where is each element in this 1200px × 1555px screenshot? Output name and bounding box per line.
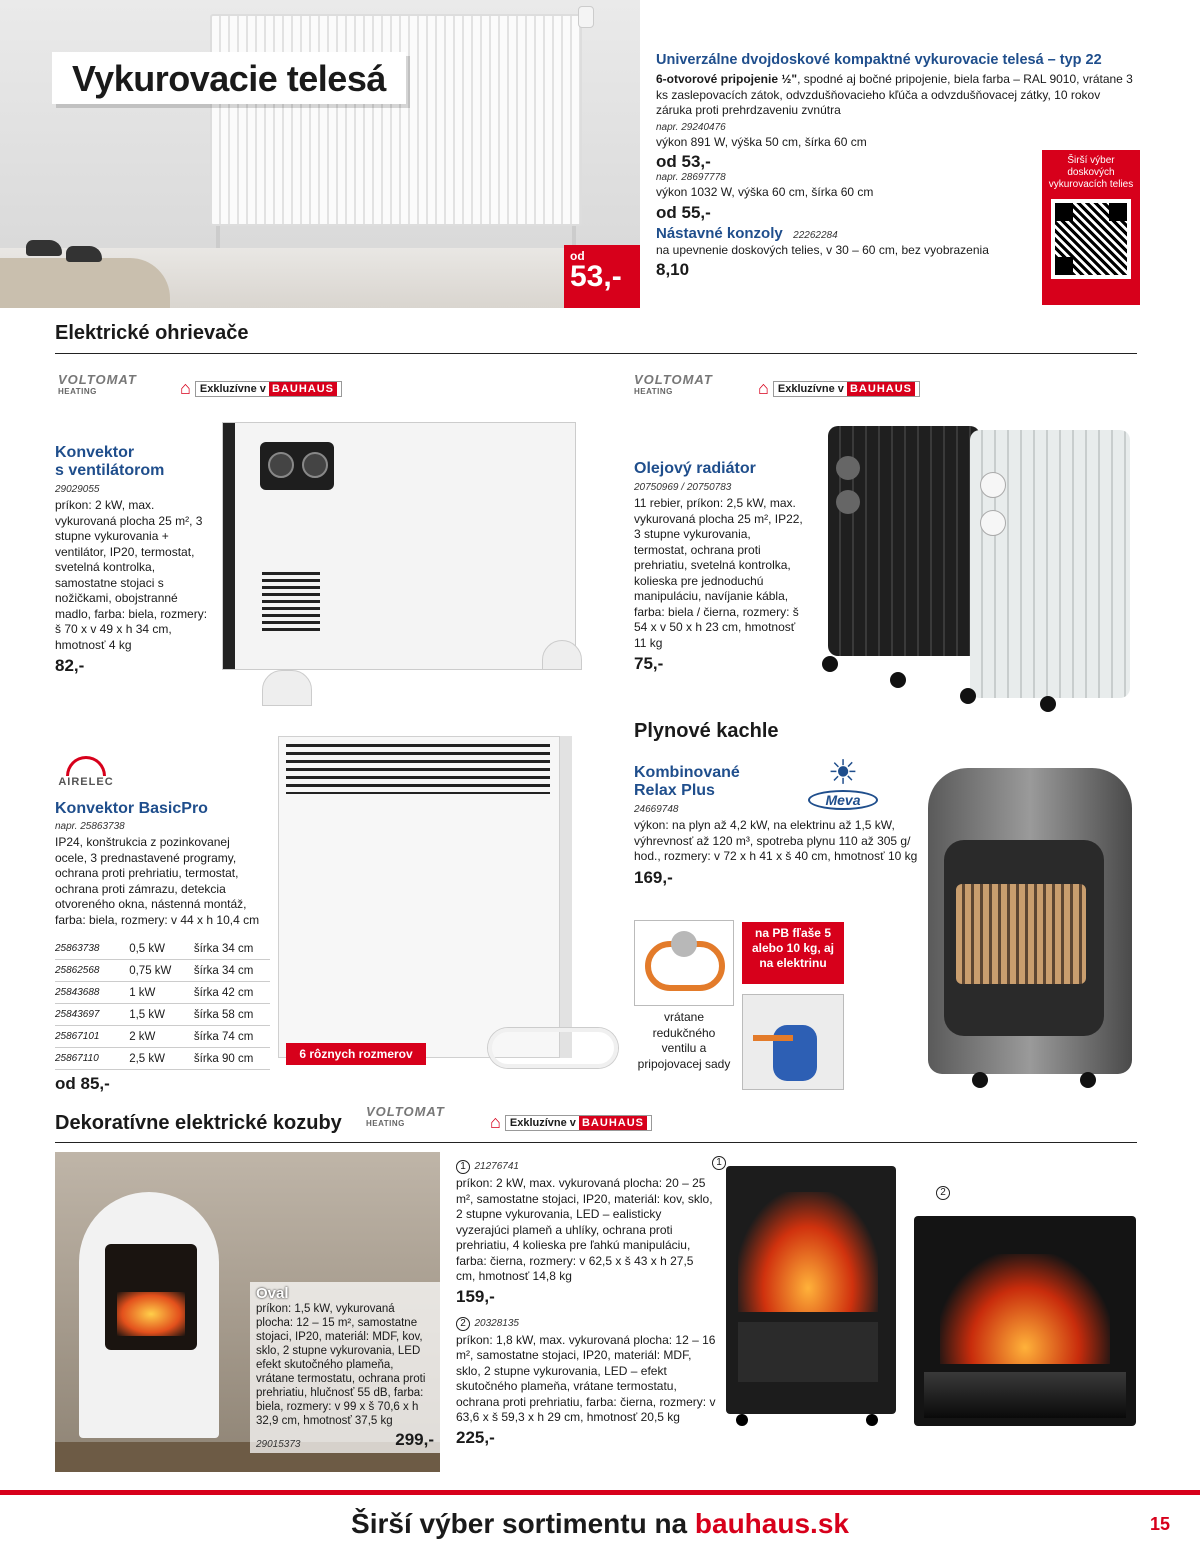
convector-fan-title-1: Konvektor <box>55 444 135 461</box>
qr-box[interactable] <box>1042 150 1140 305</box>
hero-price-badge <box>564 245 640 308</box>
oil-radiator-price: 75,- <box>634 654 664 673</box>
brackets-title: Nástavné konzoly <box>656 224 783 242</box>
fireplace2-marker: 2 <box>936 1186 950 1200</box>
hero-price: 53,- <box>570 260 622 293</box>
basicpro-desc: IP24, konštrukcia z pozinkovanej ocele, 3 prednastavené programy, ochrana proti prehriatiu, termostat, ochrana proti zámrazu, detekcia otvoreného okna, nástenná montáž, farba: biela, rozmery: v 44 x h 10,4 cm <box>55 835 260 927</box>
exclusive-badge-2: ⌂ Exkluzívne v BAUHAUS <box>758 378 920 399</box>
item2-code: 20328135 <box>474 1317 519 1329</box>
brackets-code: 22262284 <box>793 229 838 241</box>
table-row: 25867101 2 kW šírka 74 cm <box>55 1026 270 1048</box>
basicpro-price: od 85,- <box>55 1074 110 1093</box>
item1-code: 21276741 <box>474 1161 519 1172</box>
gas-section-title: Plynové kachle <box>634 720 779 742</box>
basicpro-table <box>55 938 270 1070</box>
item2-desc: príkon: 1,8 kW, max. vykurovaná plocha: 12 – 16 m², samostatne stojaci, IP20, materiál: MDF, sklo, 2 stupne vykurovania, LED – efekt skutočného plameňa, vrátane termostatu, ochrana proti prehriatiu, farba: čierna, rozmery: v 63,6 x š 59,3 x h 29 cm, hmotnosť 20,5 kg <box>456 1332 716 1424</box>
radiator-v2-price: od 55,- <box>656 202 711 222</box>
exclusive-badge-3: ⌂ Exkluzívne v BAUHAUS <box>490 1112 652 1133</box>
fireplace1-image <box>720 1162 900 1432</box>
gas-code: 24669748 <box>634 804 679 815</box>
item2-number: 2 <box>456 1317 470 1331</box>
gas-accessory: vrátane redukčného ventilu a pripojovacej sady <box>637 1010 731 1071</box>
qr-code-icon[interactable] <box>1051 199 1131 279</box>
oil-radiator-image <box>818 416 1138 716</box>
exclusive-badge-1: ⌂ Exkluzívne v BAUHAUS <box>180 378 342 399</box>
oval-title: Oval <box>256 1285 289 1302</box>
convector-fan-title-2: s ventilátorom <box>55 462 165 479</box>
table-row: 25862568 0,75 kW šírka 34 cm <box>55 960 270 982</box>
convector-fan-image <box>222 422 582 712</box>
radiator-v1-spec: výkon 891 W, výška 50 cm, šírka 60 cm <box>656 134 867 149</box>
radiator-v2-spec: výkon 1032 W, výška 60 cm, šírka 60 cm <box>656 185 874 199</box>
gas-title-2: Relax Plus <box>634 782 715 799</box>
item2-price: 225,- <box>456 1427 495 1447</box>
item1-desc: príkon: 2 kW, max. vykurovaná plocha: 20 – 25 m², samostatne stojaci, IP20, materiál: kov, sklo, 2 stupne vykurovania, LED – ealisticky vyzerajúci plameň a uhlíky, ochrana proti prehriatiu, 4 kolieska pre ľahkú manipuláciu, farba: čierna, rozmery: v 62,5 x š 43 x h 27,5 cm, hmotnosť 14,8 kg <box>456 1176 713 1283</box>
gas-desc: výkon: na plyn až 4,2 kW, na elektrinu až 1,5 kW, výhrevnosť až 120 m³, spotreba plynu 110 až 305 g/ hod., rozmery: v 72 x h 41 x š 40 cm, hmotnosť 10 kg <box>634 818 918 863</box>
table-row: 25843697 1,5 kW šírka 58 cm <box>55 1004 270 1026</box>
radiator-v1-price: od 53,- <box>656 152 711 171</box>
gas-badge: na PB fľaše 5 alebo 10 kg, aj na elektrinu <box>742 922 844 984</box>
footer-text: Širší výber sortimentu na <box>351 1508 688 1539</box>
house-icon: ⌂ <box>490 1112 501 1132</box>
gas-bottle-image <box>742 994 844 1090</box>
oval-code: 29015373 <box>256 1439 301 1450</box>
gas-regulator-image <box>634 920 734 1006</box>
table-row: 25843688 1 kW šírka 42 cm <box>55 982 270 1004</box>
basicpro-code: napr. 25863738 <box>55 821 125 832</box>
fireplaces-title: Dekoratívne elektrické kozuby <box>55 1112 342 1134</box>
oval-price: 299,- <box>395 1430 434 1449</box>
convector-fan-desc: príkon: 2 kW, max. vykurovaná plocha 25 m², 3 stupne vykurovania + ventilátor, IP20, termostat, svetelná kontrolka, samostatne stojaci s nožičkami, obojstranné madlo, farba: biela, rozmery: š 70 x v 49 x h 34 cm, hmotnosť 4 kg <box>55 498 208 652</box>
gas-price: 169,- <box>634 867 673 887</box>
gas-title-1: Kombinované <box>634 764 740 781</box>
qr-box-text: Širší výber doskových vykurovacích telies <box>1048 155 1134 190</box>
section-electric-title: Elektrické ohrievače <box>55 322 249 344</box>
radiator-heading: Univerzálne dvojdoskové kompaktné vykurovacie telesá – typ 22 <box>656 52 1102 68</box>
sun-logo-icon: ☀ <box>827 754 859 792</box>
radiator-desc: , spodné aj bočné pripojenie, biela farba – RAL 9010, vrátane 3 ks zaslepovacích zátok, odvzdušňovacieho kľúča a odvzdušňovacej zátky, 10 rokov záruka proti prehrdzaveniu zvnútra <box>656 72 1133 117</box>
oil-radiator-desc: 11 rebier, príkon: 2,5 kW, max. vykurovaná plocha 25 m², IP22, 3 stupne vykurovania, termostat, ochrana proti prehriatiu, svetelná kontrolka, kolieska pre jednoduchú manipuláciu, navíjanie kábla, farba: biela / čierna, rozmery: š 54 x v 50 x h 23 cm, hmotnosť 11 kg <box>634 496 803 650</box>
gas-heater-image <box>920 760 1140 1090</box>
voltomat-logo-3: VOLTOMAT HEATING <box>366 1104 445 1128</box>
hero-price-label: od <box>570 249 585 263</box>
sizes-badge: 6 rôznych rozmerov <box>286 1043 426 1065</box>
footer-link[interactable]: bauhaus.sk <box>694 1508 849 1539</box>
house-icon: ⌂ <box>180 378 191 398</box>
voltomat-logo: VOLTOMAT HEATING <box>58 372 137 396</box>
item1-price: 159,- <box>456 1286 495 1306</box>
radiator-v2-code: napr. 28697778 <box>656 172 726 183</box>
basicpro-image <box>278 728 620 1078</box>
hero-title: Vykurovacie telesá <box>72 58 386 99</box>
voltomat-logo-2: VOLTOMAT HEATING <box>634 372 713 396</box>
hero-title-box <box>52 52 406 104</box>
brackets-price: 8,10 <box>656 260 690 279</box>
page-number: 15 <box>1150 1514 1171 1534</box>
basicpro-title: Konvektor BasicPro <box>55 800 208 817</box>
oil-radiator-code: 20750969 / 20750783 <box>634 482 732 493</box>
fireplace1-marker: 1 <box>712 1156 726 1170</box>
radiator-illustration <box>210 14 582 226</box>
fireplace2-image <box>910 1212 1140 1442</box>
hero-image <box>0 0 640 308</box>
oil-radiator-title: Olejový radiátor <box>634 460 756 477</box>
brackets-desc: na upevnenie doskových telies, v 30 – 60 cm, bez vyobrazenia <box>656 242 989 257</box>
convector-fan-price: 82,- <box>55 656 85 675</box>
table-row: 25867110 2,5 kW šírka 90 cm <box>55 1048 270 1070</box>
airelec-logo: AIRELEC <box>55 756 117 788</box>
house-icon: ⌂ <box>758 378 769 398</box>
convector-fan-code: 29029055 <box>55 484 100 495</box>
oval-desc: príkon: 1,5 kW, vykurovaná plocha: 12 – 15 m², samostatne stojaci, IP20, materiál: MDF, kov, sklo, 2 stupne vykurovania, LED efekt skutočného plameňa, vrátane termostatu, ochrana proti prehriatiu, hlučnosť 55 dB, farba: biela, rozmery: v 99 x š 70,6 x h 32,9 cm, hmotnosť 37,5 kg <box>256 1303 426 1427</box>
table-row: 25863738 0,5 kW šírka 34 cm <box>55 938 270 960</box>
meva-logo: ☀ Meva <box>808 756 878 810</box>
radiator-v1-code: napr. 29240476 <box>656 121 726 133</box>
footer <box>0 1508 1200 1540</box>
oval-text-box <box>250 1282 440 1453</box>
item1-number: 1 <box>456 1160 470 1174</box>
radiator-desc-bold: 6-otvorové pripojenie ½" <box>656 72 798 86</box>
